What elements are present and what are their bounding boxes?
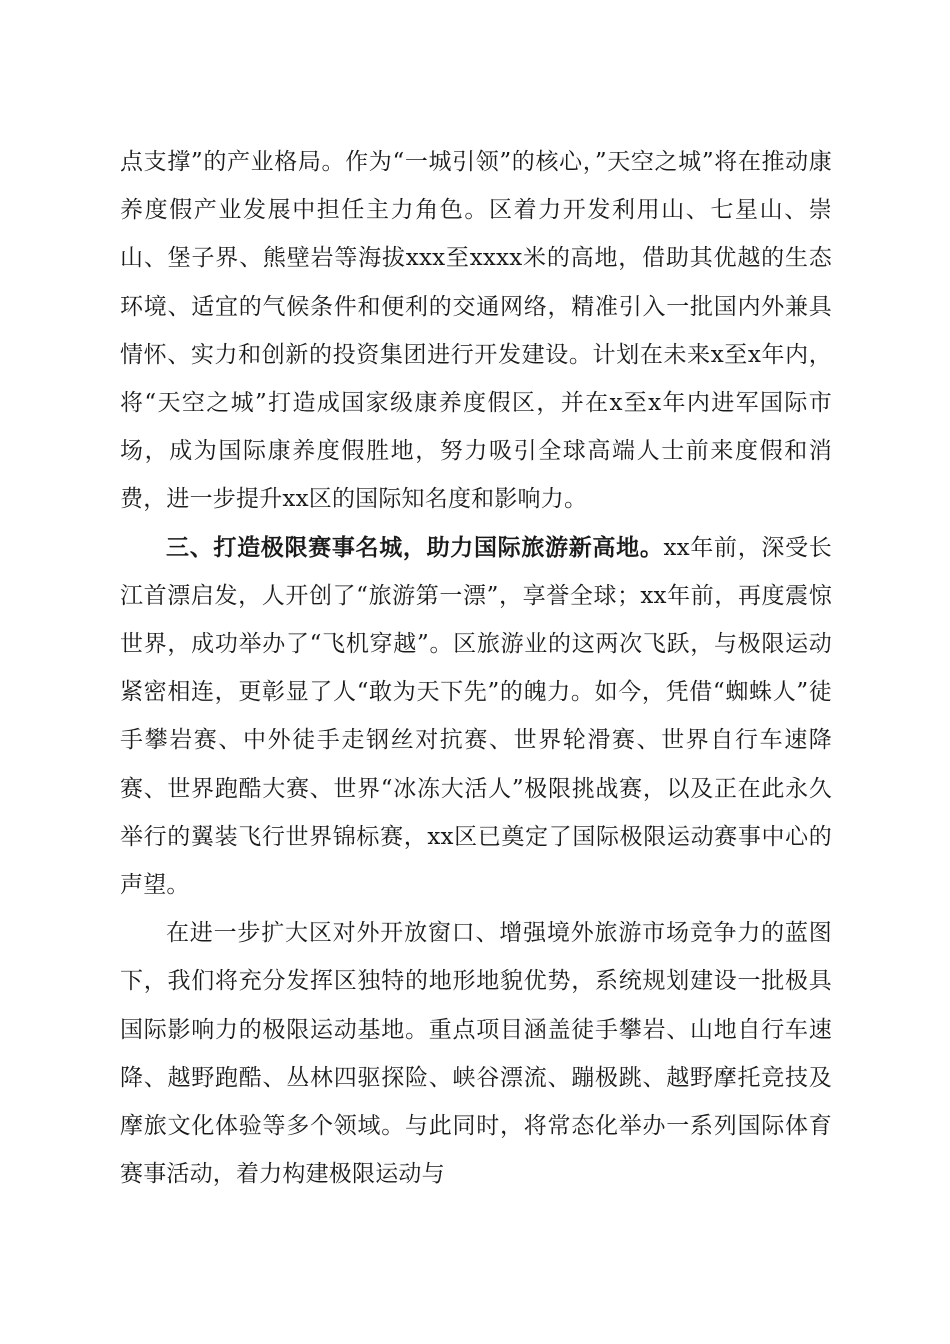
paragraph-text: 点支撑”的产业格局。作为“一城引领”的核心，”天空之城”将在推动康养度假产业发展中担任主力角色。区着力开发利用山、七星山、崇山、堡子界、熊壁岩等海拔xxx至xxxx米的高地，借助其优越的生态环境、适宜的气候条件和便利的交通网络，精准引入一批国内外兼具情怀、实力和创新的投资集团进行开发建设。计划在未来x至x年内，将“天空之城”打造成国家级康养度假区，并在x至x年内进军国际市场，成为国际康养度假胜地，努力吸引全球高端人士前来度假和消费，进一步提升xx区的国际知名度和影响力。 (120, 149, 832, 513)
paragraph-section-three (120, 524, 832, 910)
paragraph-text: 在进一步扩大区对外开放窗口、增强境外旅游市场竞争力的蓝图下，我们将充分发挥区独特的地形地貌优势，系统规划建设一批极具国际影响力的极限运动基地。重点项目涵盖徒手攀岩、山地自行车速降、越野跑酷、丛林四驱探险、峡谷漂流、蹦极跳、越野摩托竞技及摩旅文化体验等多个领域。与此同时，将常态化举办一系列国际体育赛事活动，着力构建极限运动与 (120, 920, 832, 1188)
section-heading: 三、打造极限赛事名城，助力国际旅游新高地。 (166, 533, 664, 561)
body-text (120, 138, 832, 1198)
paragraph-text: xx年前，深受长江首漂启发，人开创了“旅游第一漂”，享誉全球；xx年前，再度震惊世界，成功举办了“飞机穿越”。区旅游业的这两次飞跃，与极限运动紧密相连，更彰显了人“敢为天下先”的魄力。如今，凭借“蜘蛛人”徒手攀岩赛、中外徒手走钢丝对抗赛、世界轮滑赛、世界自行车速降赛、世界跑酷大赛、世界“冰冻大活人”极限挑战赛，以及正在此永久举行的翼装飞行世界锦标赛，xx区已奠定了国际极限运动赛事中心的声望。 (120, 534, 833, 899)
paragraph-continuation (120, 138, 832, 524)
paragraph-plan (120, 909, 832, 1198)
